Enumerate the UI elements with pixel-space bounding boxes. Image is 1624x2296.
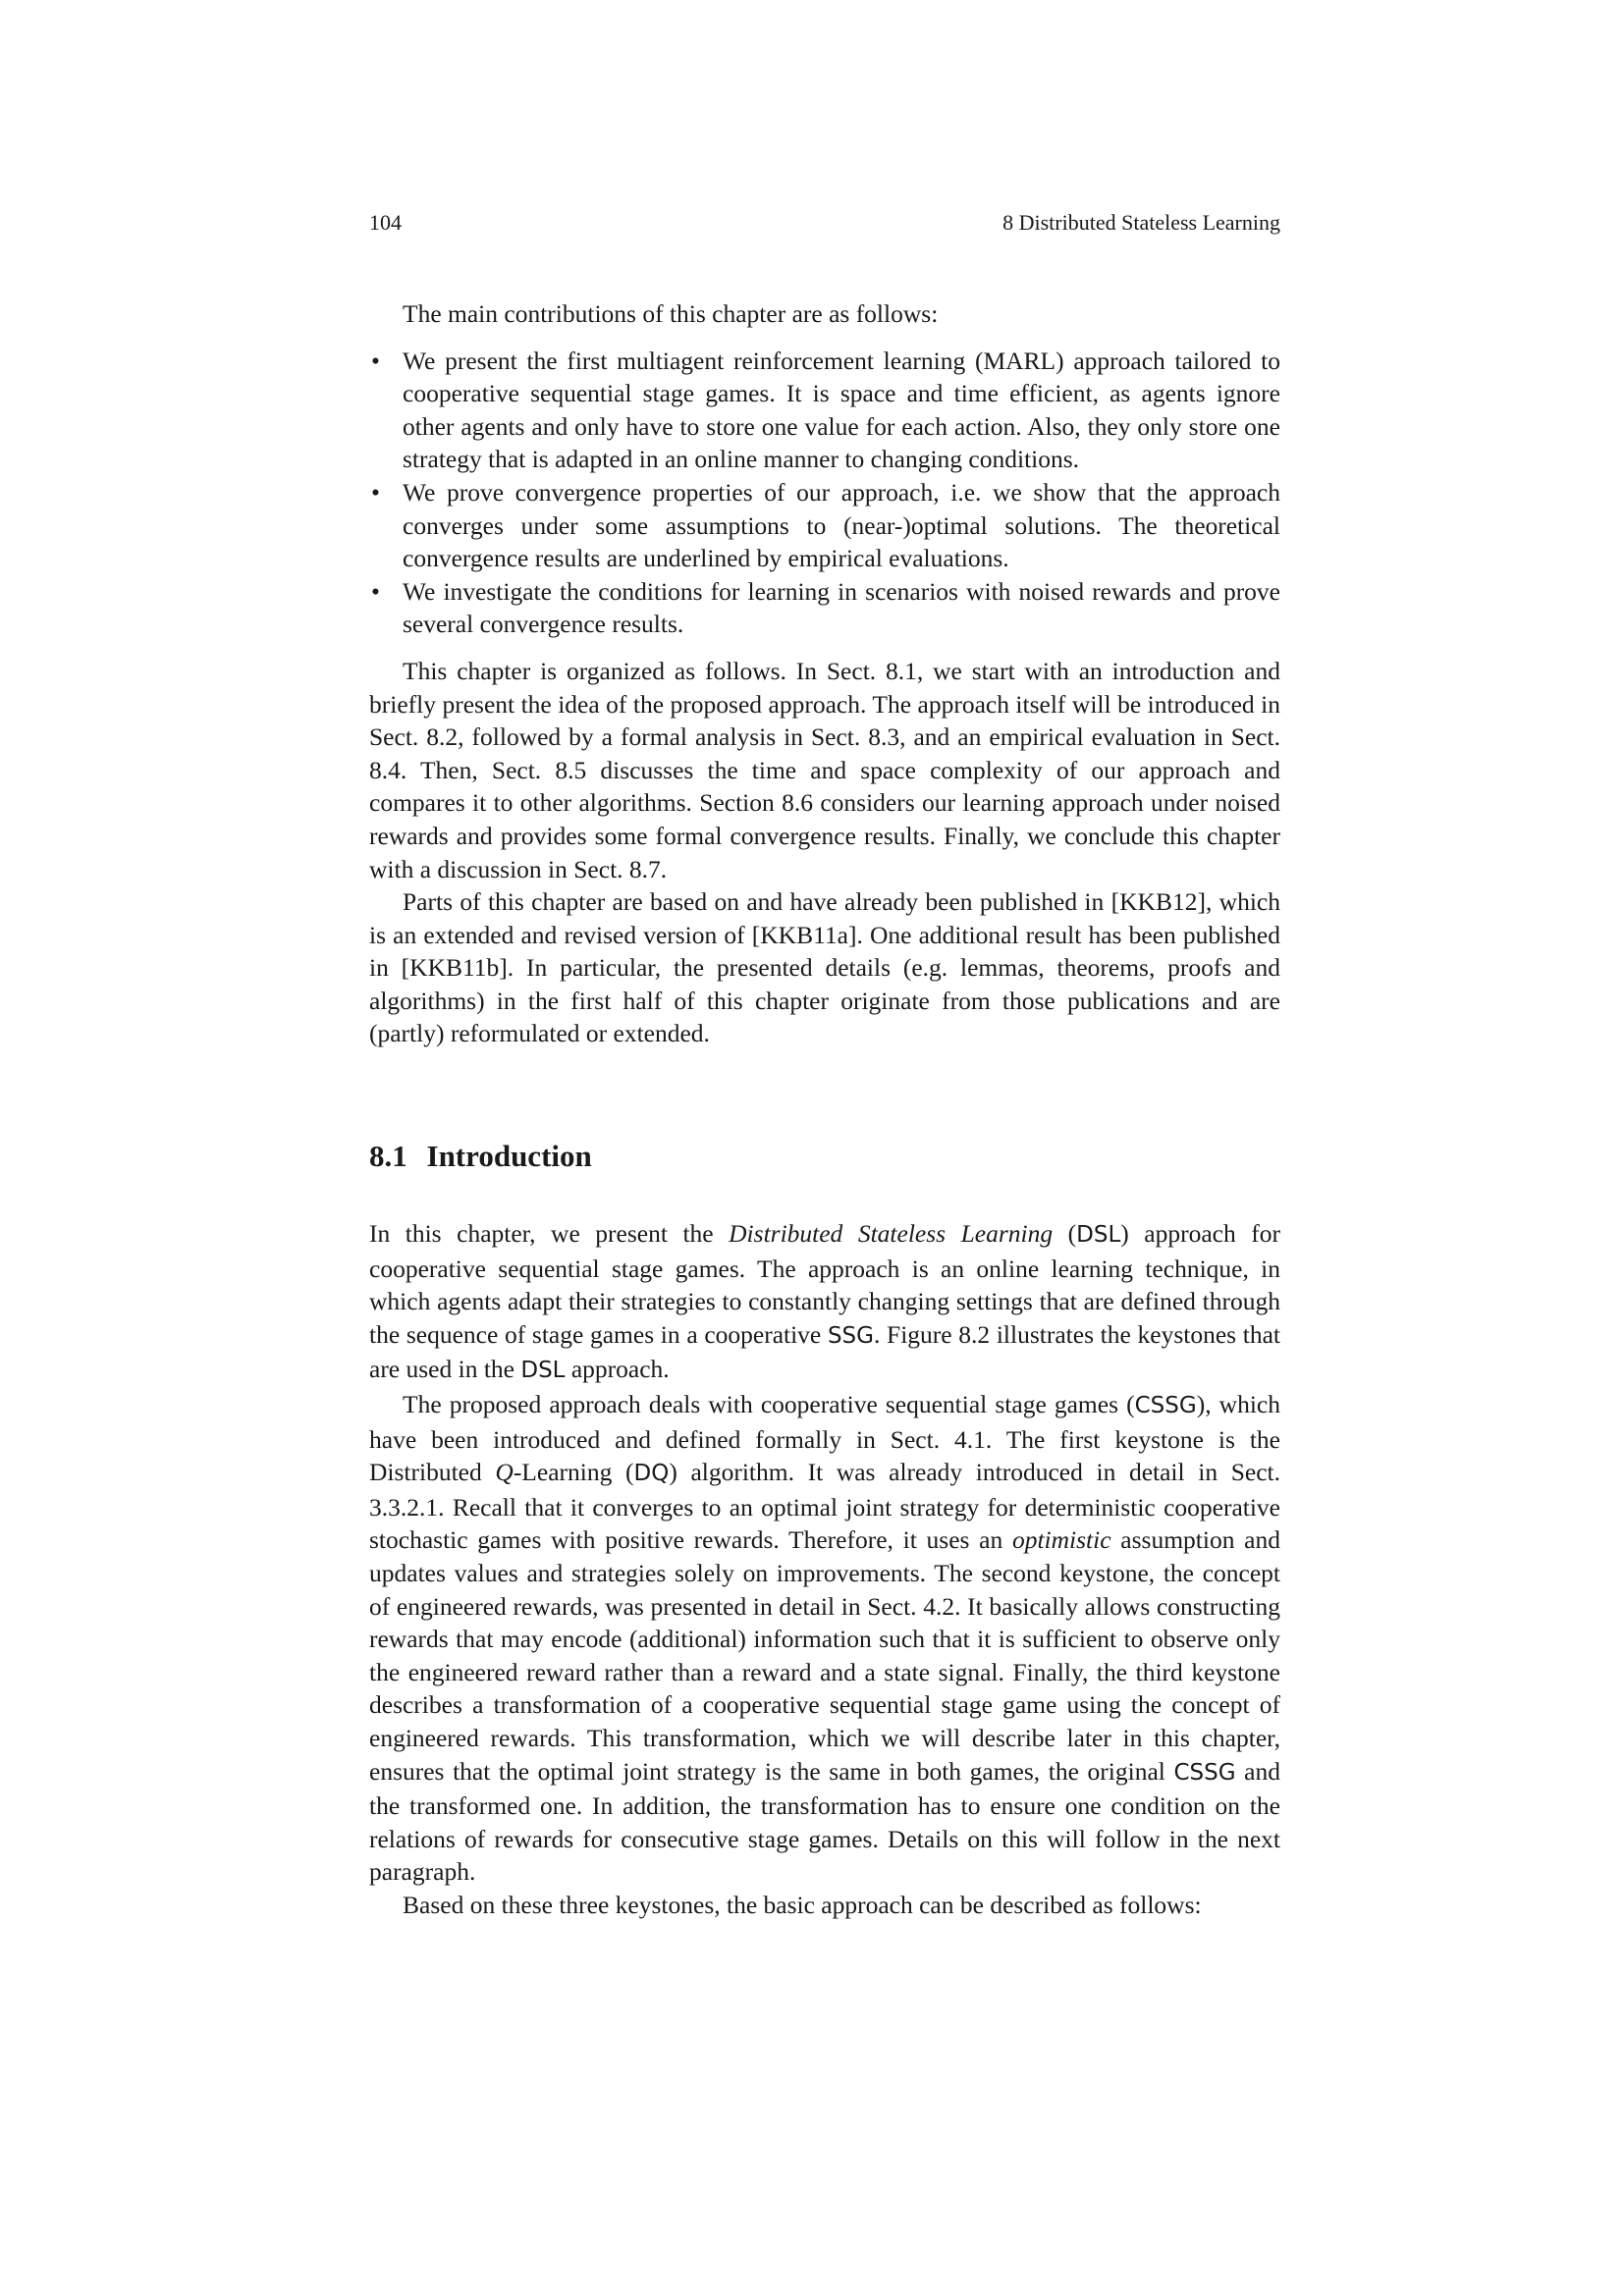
contributions-list [369,345,1280,641]
optimistic-term: optimistic [1011,1525,1111,1555]
dsl-abbreviation: DSL [1076,1222,1121,1249]
dsl-term: Distributed Stateless Learning [729,1219,1054,1249]
list-item-text: We investigate the conditions for learning in scenarios with noised rewards and prove several convergence results. [403,576,1280,639]
running-header [369,208,1280,238]
dq-abbreviation: DQ [633,1461,670,1487]
bullet-icon: • [371,346,380,375]
dsl-abbreviation-2: DSL [520,1358,566,1384]
ssg-abbreviation: SSG [827,1322,874,1349]
organization-paragraph: This chapter is organized as follows. In Sect. 8.1, we start with an introduction and briefly present the idea of the proposed approach. The approach itself will be introduced in Sect. 8.2, followed by a formal analysis in Sect. 8.3, and an empirical evaluation in Sect. 8.4. Then, Sect. 8.5 discusses the time and space complexity of our approach and compares it to other algorithms. Section 8.6 considers our learning approach under noised rewards and provides some formal convergence results. Finally, we conclude this chapter with a discussion in Sect. 8.7. [369,656,1280,883]
intro-text-before: In this chapter, we present the [369,1219,730,1249]
bullet-icon: • [371,477,380,507]
intro-text-b: . Figure 8.2 illustrates the keystones that are used in the [369,1319,1281,1384]
page-number: 104 [369,210,402,235]
list-item [369,575,1280,641]
list-item-text: We prove convergence properties of our approach, i.e. we show that the approach converges under some assumptions to (near-)optimal solutions. The theoretical convergence results are underlined by empirical evaluations. [403,477,1280,573]
bullet-icon: • [371,576,380,606]
section-number: 8.1 [369,1139,407,1174]
intro-text-a: approach for cooperative sequential stage games. The approach is an online learning technique, in which agents adapt their strategies to constantly changing settings that are defined through the sequence of stage games in a cooperative [369,1219,1280,1349]
q-symbol: Q [495,1458,514,1487]
cssg-abbreviation: CSSG [1134,1393,1197,1419]
list-item [369,476,1280,575]
cssg-abbreviation-2: CSSG [1173,1759,1236,1786]
body-text [369,297,1280,1922]
keystones-text-1: The proposed approach deals with cooperative sequential stage games ( [403,1390,1135,1419]
section-title: Introduction [426,1139,592,1174]
intro-paragraph: In this chapter, we present the Distributed Stateless Learning (DSL) approach for cooperative sequential stage games. The approach is an online learning technique, in which agents adapt their strategies to constantly changing settings that are defined through the sequence of stage games in a cooperative SSG. Figure 8.2 illustrates the keystones that are used in the DSL approach. [369,1219,1281,1384]
final-paragraph: Based on these three keystones, the basic approach can be described as follows: [403,1890,1202,1919]
keystones-text-5: assumption and updates values and strategies solely on improvements. The second keystone, the concept of engineered rewards, was presented in detail in Sect. 4.2. It basically allows constructing rewards that may encode (additional) information such that it is sufficient to observe only the engineered reward rather than a reward and a state signal. Finally, the third keystone describes a transformation of a cooperative sequential stage game using the concept of engineered rewards. This transformation, which we will describe later in this chapter, ensures that the optimal joint strategy is the same in both games, the original [369,1525,1280,1786]
keystones-text-4: ) algorithm. It was already introduced in detail in Sect. 3.3.2.1. Recall that it converges to an optimal joint strategy for deterministic cooperative stochastic games with positive rewards. Therefore, it uses an [369,1458,1280,1555]
contributions-intro: The main contributions of this chapter are as follows: [403,299,939,328]
keystones-text-3: -Learning ( [513,1458,634,1487]
list-item-text: We present the first multiagent reinforcement learning (MARL) approach tailored to cooperative sequential stage games. It is space and time efficient, as agents ignore other agents and only have to store one value for each action. Also, they only store one strategy that is adapted in an online manner to changing conditions. [403,346,1280,474]
keystones-text-6: and the transformed one. In addition, the transformation has to ensure one condition on the relations of rewards for consecutive stage games. Details on this will follow in the next paragraph. [369,1756,1280,1887]
running-title: 8 Distributed Stateless Learning [1002,210,1280,235]
keystones-paragraph [369,1388,1280,1889]
keystones-text-2: ), which have been introduced and defined formally in Sect. 4.1. The first keystone is the Distributed [369,1390,1280,1487]
section-heading [369,1137,1280,1176]
list-item [369,345,1280,476]
intro-text-c: approach. [565,1355,670,1384]
publications-paragraph: Parts of this chapter are based on and have already been published in [KKB12], which is an extended and revised version of [KKB11a]. One additional result has been published in [KKB11b]. In particular, the presented details (e.g. lemmas, theorems, proofs and algorithms) in the first half of this chapter originate from those publications and are (partly) reformulated or extended. [369,887,1280,1048]
